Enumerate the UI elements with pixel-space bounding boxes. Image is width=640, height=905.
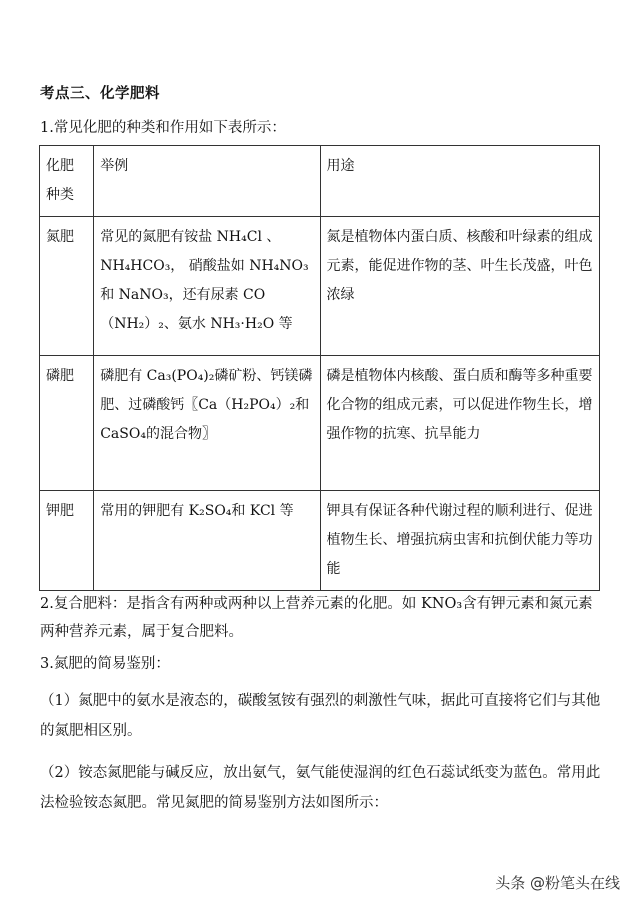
section-heading: 考点三、化学肥料 (40, 85, 160, 102)
header-kind: 化肥种类 (40, 146, 94, 217)
intro-paragraph: 1.常见化肥的种类和作用如下表所示： (40, 120, 286, 136)
row-example: 磷肥有 Ca₃(PO₄)₂磷矿粉、钙镁磷肥、过磷酸钙〖Ca（H₂PO₄）₂和 CaSO₄的混合物〗 (94, 356, 320, 491)
row-use: 钾具有保证各种代谢过程的顺利进行、促进植物生长、增强抗病虫害和抗倒伏能力等功能 (320, 491, 600, 591)
row-use: 氮是植物体内蛋白质、核酸和叶绿素的组成元素，能促进作物的茎、叶生长茂盛，叶色浓绿 (320, 217, 600, 356)
identify-paragraph-2: （2）铵态氮肥能与碱反应，放出氨气，氨气能使湿润的红色石蕊试纸变为蓝色。常用此法检验铵态氮肥。常见氮肥的简易鉴别方法如图所示： (40, 765, 601, 811)
table-row (40, 217, 600, 356)
row-kind: 钾肥 (40, 491, 94, 591)
identify-title: 3.氮肥的简易鉴别： (40, 656, 170, 672)
table-header-row (40, 146, 600, 217)
table-row (40, 491, 600, 591)
row-kind: 磷肥 (40, 356, 94, 491)
fertilizer-table (39, 145, 600, 591)
compound-fertilizer-paragraph: 2.复合肥料：是指含有两种或两种以上营养元素的化肥。如 KNO₃含有钾元素和氮元素两种营养元素，属于复合肥料。 (40, 596, 593, 640)
header-use: 用途 (320, 146, 600, 217)
row-example: 常用的钾肥有 K₂SO₄和 KCl 等 (94, 491, 320, 591)
header-example: 举例 (94, 146, 320, 217)
watermark: 头条 @粉笔头在线 (491, 870, 624, 895)
table-row (40, 356, 600, 491)
row-kind: 氮肥 (40, 217, 94, 356)
row-use: 磷是植物体内核酸、蛋白质和酶等多种重要化合物的组成元素，可以促进作物生长，增强作物的抗寒、抗旱能力 (320, 356, 600, 491)
row-example: 常见的氮肥有铵盐 NH₄Cl 、NH₄HCO₃， 硝酸盐如 NH₄NO₃ 和 NaNO₃，还有尿素 CO（NH₂）₂、氨水 NH₃·H₂O 等 (94, 217, 320, 356)
identify-paragraph-1: （1）氮肥中的氨水是液态的，碳酸氢铵有强烈的刺激性气味，据此可直接将它们与其他的氮肥相区别。 (40, 693, 601, 739)
